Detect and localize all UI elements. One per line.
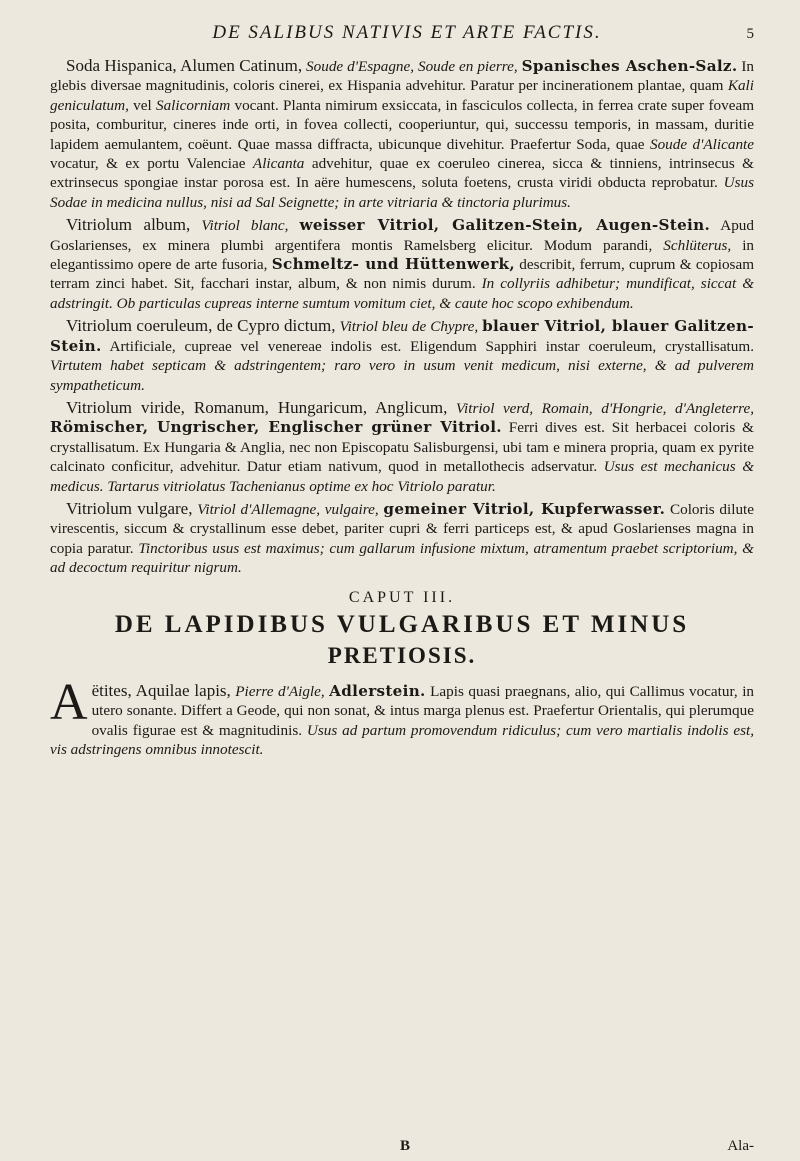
page-number: 5 <box>746 26 754 42</box>
paragraph-vitriol-white <box>50 215 754 313</box>
french-name: Vitriol bleu de Chypre, <box>339 318 479 336</box>
german-name: Schmeltz- und Hüttenwerk, <box>271 255 515 274</box>
usage-note: In collyriis adhibetur; mundificat, siccat & adstringit. Ob particulas cupreas interne sumtum vomitum ciet, & caute hoc scopo exhibendum. <box>50 275 755 312</box>
usage-note: Virtutem habet septicam & adstringentem; raro vero in usum venit medicum, nisi externe, & ad pulverem sympatheticum. <box>50 357 754 394</box>
paragraph-vitriol-blue <box>50 316 754 395</box>
entry-heading: Soda Hispanica, Alumen Catinum, <box>66 56 303 75</box>
entry-text: Apud Goslarienses, ex minera plumbi argentifera montis Ramelsberg elicitur. Modum parandi, <box>50 217 754 254</box>
entry-heading: Vitriolum vulgare, <box>66 498 193 518</box>
entry-heading: Vitriolum coeruleum, de Cypro dictum, <box>66 316 336 336</box>
german-name: gemeiner Vitriol, Kupferwasser. <box>383 499 666 518</box>
entry-text: vocatur, & ex portu Valenciae <box>50 155 246 173</box>
main-text <box>50 56 754 760</box>
entry-text: Artificiale, cupreae vel venereae indolis est. Eligendum Sapphiri instar coeruleum, crystallisatum. <box>109 337 754 355</box>
paragraph-vitriol-common <box>50 499 754 578</box>
entry-text: vocant. Planta nimirum exsiccata, in fasciculos collecta, in ferrea crate super foveam posita, comburitur, cineres inde orti, in fovea collecti, cooperiuntur, qui, successu temporis, in massam, duritie lapidem aemulantem, coëunt. Quae massa diffracta, ubicunque divehitur. Praefertur Soda, quae <box>50 96 755 153</box>
catchword: Ala- <box>727 1138 754 1154</box>
entry-text: in elegantissimo opere de arte fusoria, <box>50 236 755 274</box>
drop-cap: A <box>50 673 88 731</box>
page-footer <box>50 1138 754 1155</box>
french-name: Pierre d'Aigle, <box>235 682 325 700</box>
entry-text: vel <box>133 96 152 114</box>
chapter-title-line1: DE LAPIDIBUS VULGARIBUS ET MINUS <box>114 610 690 638</box>
french-name: Vitriol verd, Romain, d'Hongrie, d'Angleterre, <box>455 399 755 417</box>
french-name: Soude d'Espagne, Soude en pierre, <box>306 58 518 75</box>
french-name: Vitriol d'Allemagne, vulgaire, <box>197 500 379 518</box>
italic-term: Alicanta <box>252 155 305 173</box>
usage-note: Tinctoribus usus est maximus; cum gallarum infusione mixtum, atramentum praebet scriptorium, & ad decoctum requiritur nigrum. <box>50 539 754 577</box>
german-name: weisser Vitriol, Galitzen-Stein, Augen-Stein. <box>299 216 711 235</box>
entry-text: Ferri dives est. Sit herbacei coloris & crystallisatum. Ex Hungaria & Anglia, nec non Episcopatu Salisburgensi, ubi tam e minera propria, quam ex pyrite calcinato conficitur, advehitur. Datur etiam nativum, quod in metallothecis adservatur. <box>50 419 754 476</box>
chapter-title <box>50 609 754 671</box>
usage-note: Usus est mechanicus & medicus. Tartarus vitriolatus Tachenianus optime ex hoc Vitriolo paratur. <box>50 458 755 495</box>
entry-heading: ëtites, Aquilae lapis, <box>91 680 231 700</box>
signature-mark: B <box>400 1138 411 1154</box>
italic-term: Salicorniam <box>155 96 231 114</box>
german-name: blauer Vitriol, blauer Galitzen-Stein. <box>50 317 755 355</box>
entry-text: advehitur, quae ex coeruleo cinerea, sicca & tinniens, intrinsecus & extrinsecus spongiae instar porosa est. In aëre humescens, soluta foetens, crusta viridi obducta reprobatur. <box>50 155 754 192</box>
usage-note: Usus Sodae in medicina nullus, nisi ad Sal Seignette; in arte vitriaria & tinctoria plurimus. <box>50 174 754 211</box>
chapter-label: CAPUT III. <box>348 588 456 606</box>
italic-term: Kali geniculatum, <box>50 77 754 114</box>
german-name: Spanisches Aschen-Salz. <box>521 57 738 75</box>
paragraph-vitriol-green <box>50 398 754 496</box>
running-title: DE SALIBUS NATIVIS ET ARTE FACTIS. <box>212 22 602 43</box>
usage-note: Usus ad partum promovendum ridiculus; cum vero martialis indolis est, vis adstringens omnibus innotescit. <box>50 721 755 759</box>
paragraph-soda <box>50 56 754 212</box>
running-head <box>50 22 754 56</box>
entry-heading: Vitriolum album, <box>66 215 191 235</box>
french-name: Vitriol blanc, <box>201 217 289 235</box>
italic-term: Soude d'Alicante <box>649 135 755 153</box>
entry-heading: Vitriolum viride, Romanum, Hungaricum, Anglicum, <box>66 397 448 417</box>
entry-text: Coloris dilute virescentis, siccum & crystallinum esse debet, pariter cupri & ferri particeps est, & apud Goslarienses magna in copia paratur. <box>50 500 755 557</box>
chapter-title-line2: PRETIOSIS. <box>327 642 477 668</box>
italic-term: Schlüterus, <box>663 236 732 254</box>
german-name: Römischer, Ungrischer, Englischer grüner Vitriol. <box>50 418 502 437</box>
german-name: Adlerstein. <box>329 681 426 700</box>
entry-text: Lapis quasi praegnans, alio, qui Callimus vocatur, in utero sonante. Differt a Geode, qui non sonat, & intus marga plenus est. Praefertur Orientalis, qui plerumque ovalis figurae est & magnitudinis. <box>91 682 755 739</box>
entry-text: In glebis diversae magnitudinis, coloris cinerei, ex Hispania advehitur. Paratur per incinerationem plantae, quam <box>50 58 755 95</box>
paragraph-aetites <box>50 673 755 760</box>
entry-text: describit, ferrum, cuprum & copiosam terram zinci habet. Sit, facchari instar, album, & non nimis durum. <box>50 256 755 293</box>
